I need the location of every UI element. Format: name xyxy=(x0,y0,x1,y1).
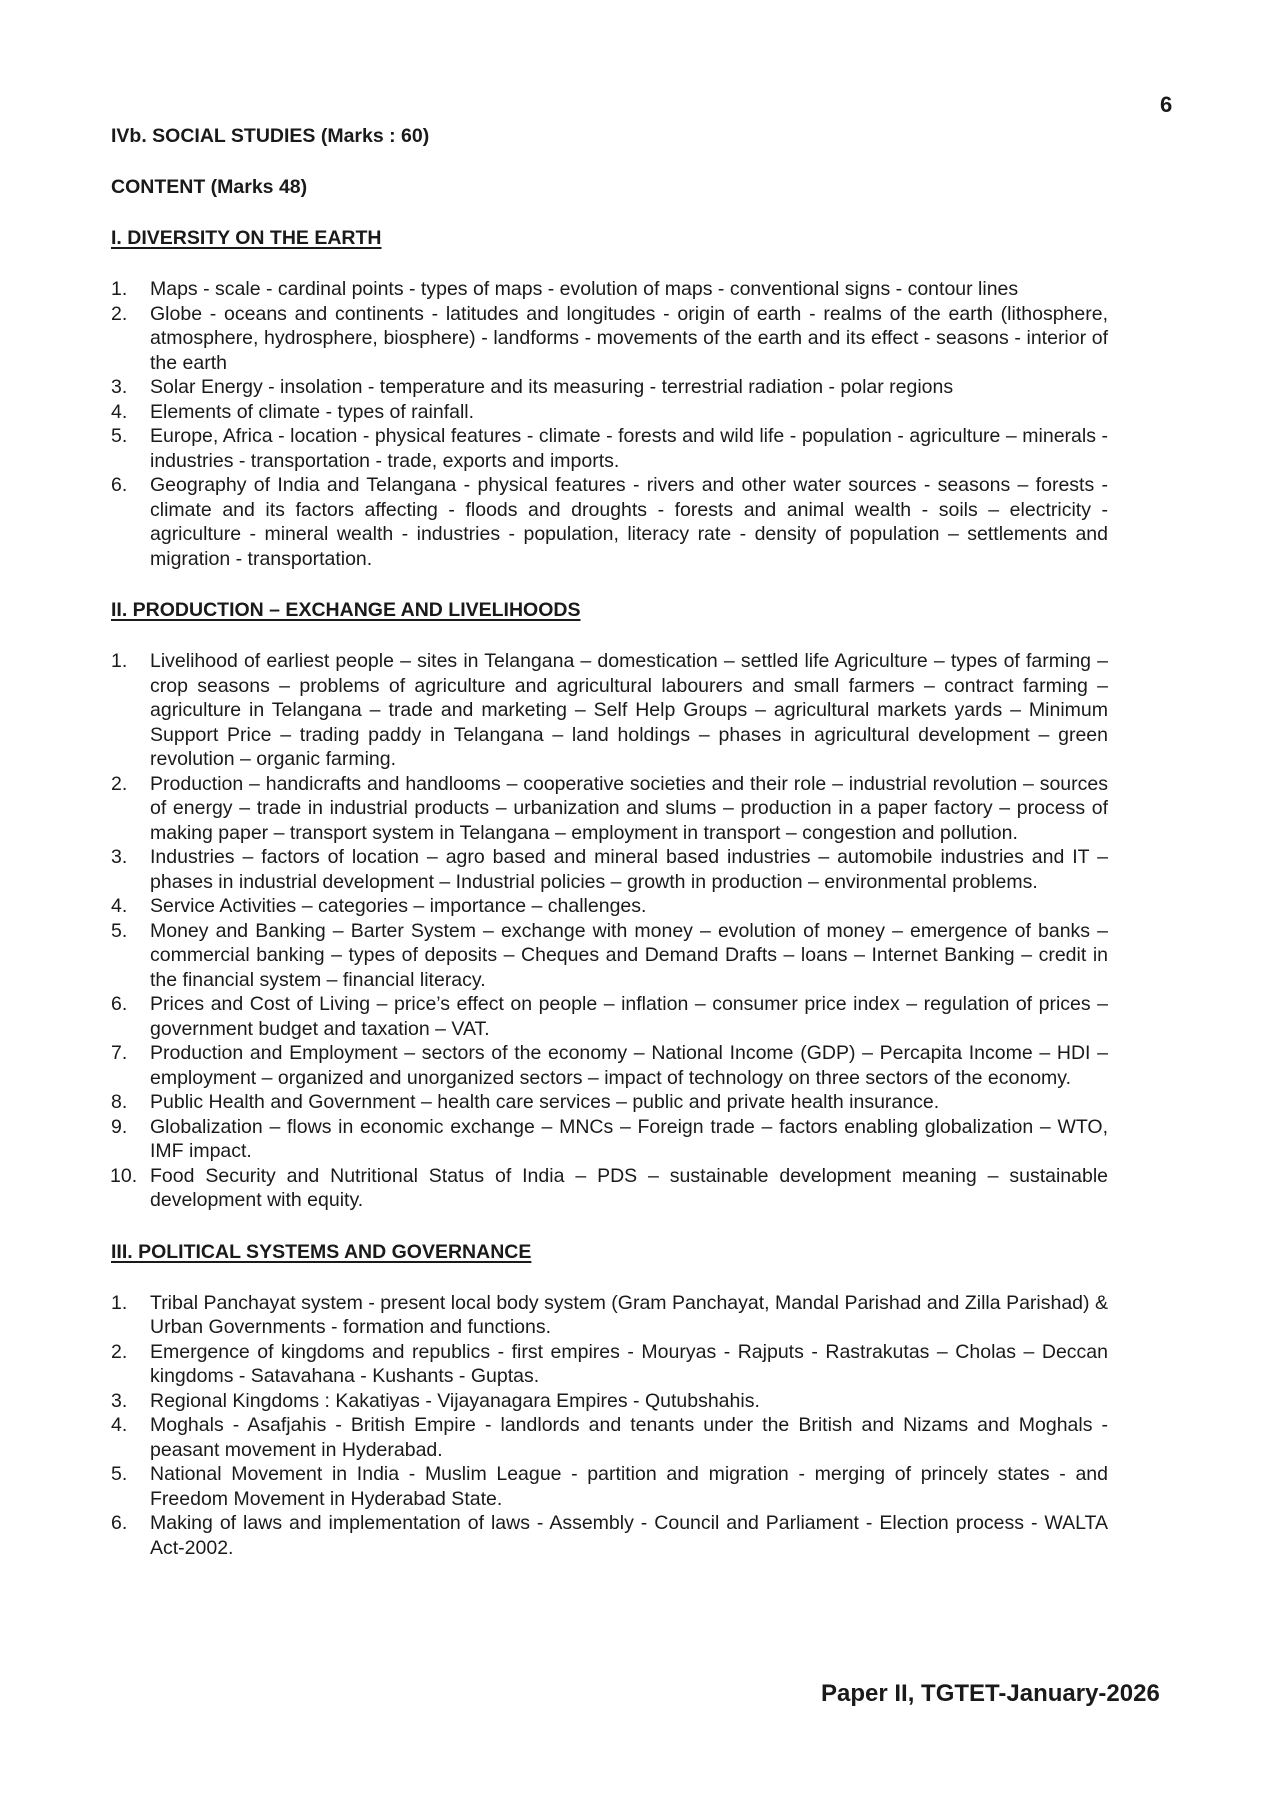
item-text: Regional Kingdoms : Kakatiyas - Vijayanagara Empires - Qutubshahis. xyxy=(150,1389,760,1412)
list-item xyxy=(111,845,1108,894)
item-number: 6. xyxy=(111,993,128,1015)
item-number: 7. xyxy=(111,1042,128,1064)
list-item xyxy=(111,919,1108,993)
item-text: Tribal Panchayat system - present local body system (Gram Panchayat, Mandal Parishad and Zilla Parishad) & Urban Governments - formation and functions. xyxy=(150,1291,1108,1338)
list-item xyxy=(111,1511,1108,1560)
item-number: 5. xyxy=(111,425,128,447)
item-text: Moghals - Asafjahis - British Empire - landlords and tenants under the British and Nizams and Moghals - peasant movement in Hyderabad. xyxy=(150,1414,1108,1461)
item-text: Industries – factors of location – agro based and mineral based industries – automobile industries and IT – phases in industrial development – Industrial policies – growth in production – environmental problems. xyxy=(150,846,1108,893)
list-item xyxy=(111,375,1108,400)
item-text: Service Activities – categories – importance – challenges. xyxy=(150,895,647,917)
item-text: Food Security and Nutritional Status of India – PDS – sustainable development meaning – sustainable development with equity. xyxy=(150,1164,1108,1211)
content-heading: CONTENT (Marks 48) xyxy=(111,176,308,198)
item-text: Making of laws and implementation of laws - Assembly - Council and Parliament - Election process - WALTA Act-2002. xyxy=(150,1512,1108,1559)
list-item xyxy=(111,424,1108,473)
item-number: 9. xyxy=(111,1115,128,1138)
item-text: Production and Employment – sectors of the economy – National Income (GDP) – Percapita Income – HDI – employment – organized and unorganized sectors – impact of technology on three sectors of the economy. xyxy=(150,1042,1108,1089)
section-heading: I. DIVERSITY ON THE EARTH xyxy=(111,227,382,249)
item-number: 3. xyxy=(111,846,128,868)
section-diversity-on-the-earth xyxy=(111,226,1108,571)
item-number: 2. xyxy=(111,772,128,795)
item-number: 8. xyxy=(111,1091,128,1113)
topic-list xyxy=(111,649,1108,1213)
list-item xyxy=(111,302,1108,376)
list-item xyxy=(111,649,1108,772)
item-text: Money and Banking – Barter System – exchange with money – evolution of money – emergence of banks – commercial banking – types of deposits – Cheques and Demand Drafts – loans – Internet Banking – credit in the financial system – financial literacy. xyxy=(150,919,1108,991)
item-text: Emergence of kingdoms and republics - first empires - Mouryas - Rajputs - Rastrakutas – Cholas – Deccan kingdoms - Satavahana - Kushants - Guptas. xyxy=(150,1340,1108,1387)
topic-list xyxy=(111,277,1108,571)
list-item xyxy=(111,277,1108,302)
item-number: 5. xyxy=(111,1463,128,1485)
item-number: 4. xyxy=(111,400,128,423)
list-item xyxy=(111,1389,1108,1414)
item-number: 10. xyxy=(110,1164,138,1187)
item-number: 2. xyxy=(111,302,128,325)
section-heading: II. PRODUCTION – EXCHANGE AND LIVELIHOODS xyxy=(111,599,581,621)
item-text: Maps - scale - cardinal points - types of maps - evolution of maps - conventional signs - contour lines xyxy=(150,278,1019,300)
document-body xyxy=(111,124,1108,1560)
item-number: 3. xyxy=(111,1389,128,1412)
item-text: Public Health and Government – health care services – public and private health insurance. xyxy=(150,1091,940,1113)
list-item xyxy=(111,894,1108,919)
item-number: 1. xyxy=(111,278,128,300)
item-number: 6. xyxy=(111,1512,128,1534)
item-number: 2. xyxy=(111,1340,128,1363)
item-number: 4. xyxy=(111,1414,128,1436)
item-number: 4. xyxy=(111,895,128,917)
list-item xyxy=(111,992,1108,1041)
topic-list xyxy=(111,1291,1108,1561)
item-number: 3. xyxy=(111,376,128,398)
list-item xyxy=(111,1115,1108,1164)
page-footer: Paper II, TGTET-January-2026 xyxy=(821,1680,1160,1707)
item-text: Europe, Africa - location - physical features - climate - forests and wild life - population - agriculture – minerals - industries - transportation - trade, exports and imports. xyxy=(150,425,1108,472)
item-text: National Movement in India - Muslim League - partition and migration - merging of princely states - and Freedom Movement in Hyderabad State. xyxy=(150,1463,1108,1510)
list-item xyxy=(111,1462,1108,1511)
item-number: 6. xyxy=(111,474,128,496)
item-text: Prices and Cost of Living – price’s effect on people – inflation – consumer price index – regulation of prices – government budget and taxation – VAT. xyxy=(150,993,1108,1040)
item-number: 5. xyxy=(111,919,128,942)
item-text: Geography of India and Telangana - physical features - rivers and other water sources - seasons – forests - climate and its factors affecting - floods and droughts - forests and animal wealth - soils – electricity - agriculture - mineral wealth - industries - population, literacy rate - density of population – settlements and migration - transportation. xyxy=(150,474,1108,570)
section-production-exchange-livelihoods xyxy=(111,598,1108,1213)
item-number: 1. xyxy=(111,650,128,672)
item-text: Production – handicrafts and handlooms – cooperative societies and their role – industrial revolution – sources of energy – trade in industrial products – urbanization and slums – production in a paper factory – process of making paper – transport system in Telangana – employment in transport – congestion and pollution. xyxy=(150,772,1108,844)
page-number: 6 xyxy=(1160,92,1173,117)
list-item xyxy=(111,1164,1108,1213)
list-item xyxy=(111,1413,1108,1462)
item-text: Elements of climate - types of rainfall. xyxy=(150,400,475,423)
list-item xyxy=(111,1340,1108,1389)
item-number: 1. xyxy=(111,1291,128,1314)
document-title: IVb. SOCIAL STUDIES (Marks : 60) xyxy=(111,125,430,147)
item-text: Livelihood of earliest people – sites in Telangana – domestication – settled life Agriculture – types of farming – crop seasons – problems of agriculture and agricultural labourers and small farmers – contract farming – agriculture in Telangana – trade and marketing – Self Help Groups – agricultural markets yards – Minimum Support Price – trading paddy in Telangana – land holdings – phases in agricultural development – green revolution – organic farming. xyxy=(150,650,1108,770)
item-text: Globalization – flows in economic exchange – MNCs – Foreign trade – factors enabling globalization – WTO, IMF impact. xyxy=(150,1115,1108,1162)
list-item xyxy=(111,772,1108,846)
list-item xyxy=(111,1291,1108,1340)
section-political-systems-governance xyxy=(111,1240,1108,1561)
section-heading: III. POLITICAL SYSTEMS AND GOVERNANCE xyxy=(111,1240,532,1263)
list-item xyxy=(111,1090,1108,1115)
list-item xyxy=(111,1041,1108,1090)
item-text: Globe - oceans and continents - latitudes and longitudes - origin of earth - realms of the earth (lithosphere, atmosphere, hydrosphere, biosphere) - landforms - movements of the earth and its effect - seasons - interior of the earth xyxy=(150,302,1108,374)
list-item xyxy=(111,400,1108,425)
list-item xyxy=(111,473,1108,571)
item-text: Solar Energy - insolation - temperature and its measuring - terrestrial radiation - polar regions xyxy=(150,376,954,398)
